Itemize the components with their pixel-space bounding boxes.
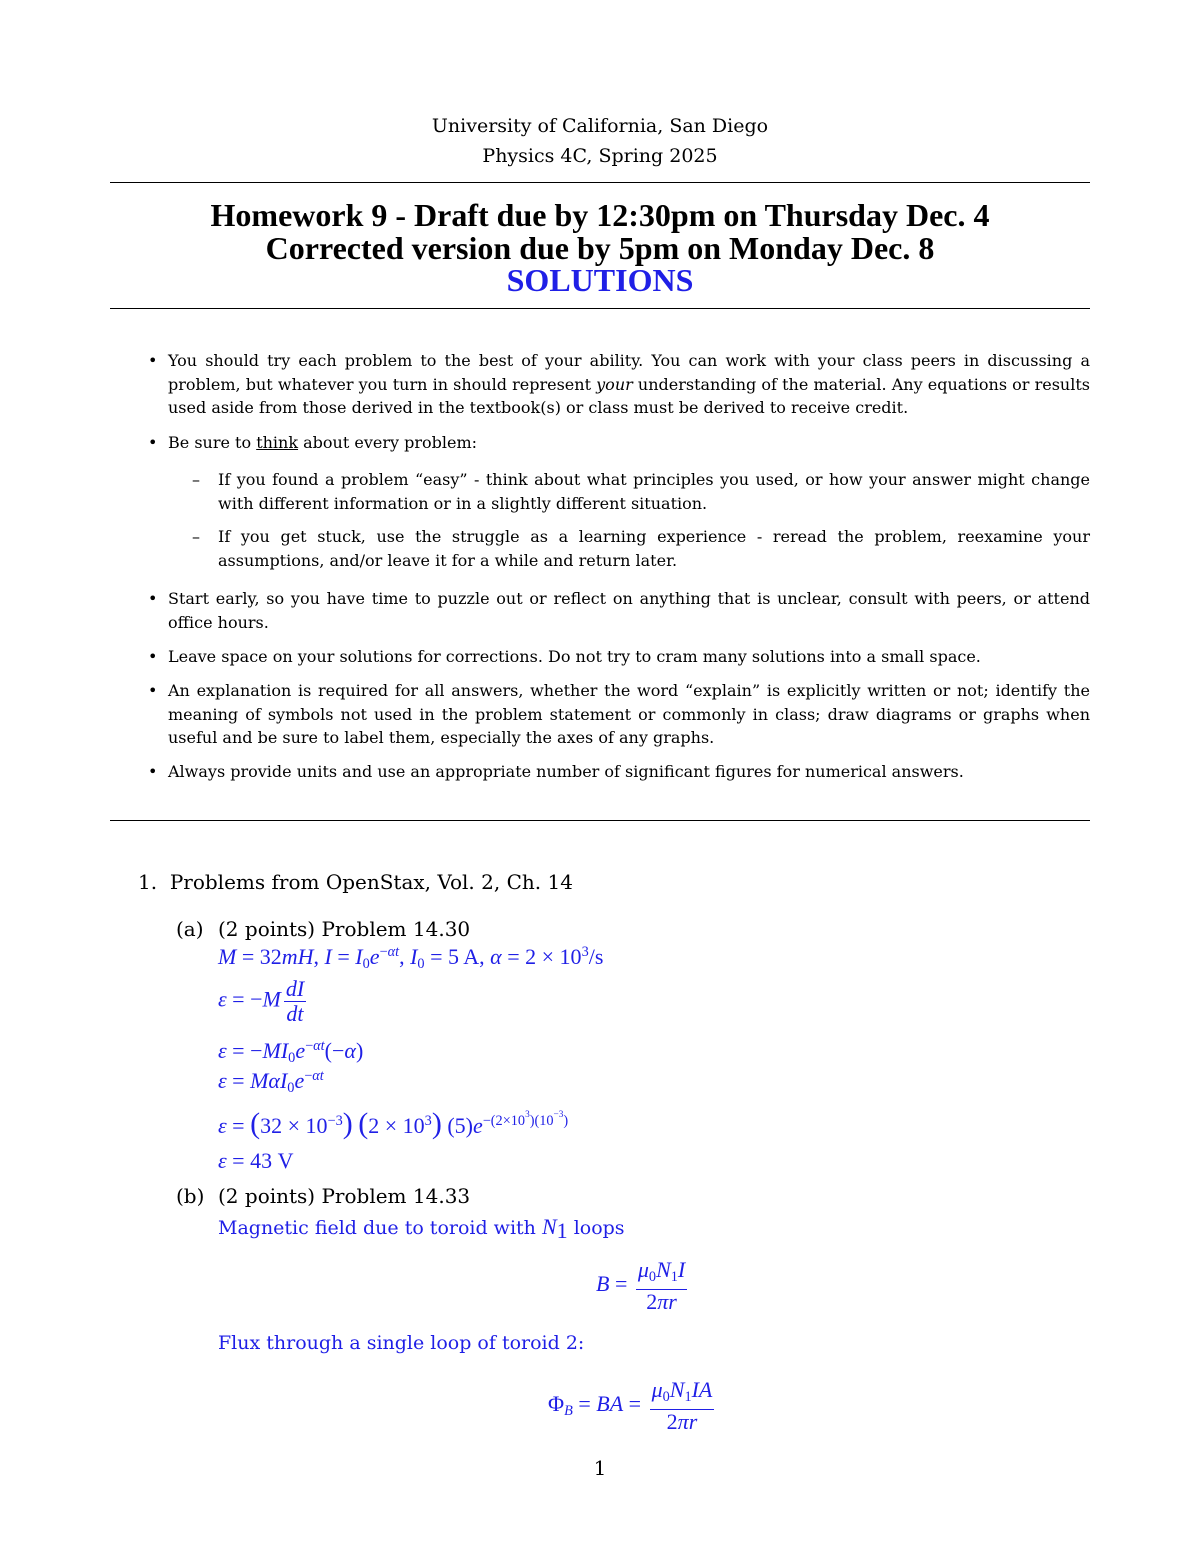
page-number: 1 <box>593 1456 607 1480</box>
part-a-title: (2 points) Problem 14.30 <box>218 917 471 941</box>
title-line-2: Corrected version due by 5pm on Monday Dec. 8 <box>265 230 935 266</box>
dash-icon: – <box>192 527 200 546</box>
given-values-equation: M = 32mH, $I = I_0e^{-\alpha t}$, $I_0 = 5$ A, $\alpha = 2 \times 10^3/s$ <box>218 944 604 972</box>
instruction-subitem: – If you get stuck, use the struggle as a learning experience - reread the problem, reexamine your assumptions, and/or leave it for a while and return later. <box>192 527 1090 570</box>
institution-name: University of California, San Diego <box>431 115 769 137</box>
bullet-icon: • <box>148 351 158 370</box>
problem-1-heading <box>138 870 573 894</box>
instruction-item: • An explanation is required for all answers, whether the word “explain” is explicitly written or not; identify the meaning of symbols not used in the problem statement or commonly in class; draw diagrams or graphs when useful and be sure to label them, especially the axes of any graphs. <box>148 681 1090 747</box>
instruction-item: • Always provide units and use an appropriate number of significant figures for numerical answers. <box>148 760 1090 784</box>
problem-title: Problems from OpenStax, Vol. 2, Ch. 14 <box>169 870 573 894</box>
emf-step-2-equation: $\varepsilon = -MI_0e^{-\alpha t}(-\alpha)$ <box>218 1038 364 1066</box>
course-name: Physics 4C, Spring 2025 <box>482 145 718 167</box>
instruction-subitem: – If you found a problem “easy” - think about what principles you used, or how your answer might change with different information or in a slightly different situation. <box>192 470 1090 513</box>
instruction-item: • You should try each problem to the best of your ability. You can work with your class peers in discussing a problem, but whatever you turn in should represent your understanding of the material. Any equations or results used aside from those derived in the textbook(s) or class must be derived to receive credit. <box>148 351 1090 417</box>
instruction-item: • Start early, so you have time to puzzle out or reflect on anything that is unclear, consult with peers, or attend office hours. <box>148 589 1090 632</box>
emf-substitution-equation: $\varepsilon = (32 \times 10^{-3})$ $(2 \times 10^3)$ $(5)e^{-(2\times 10^3)(10^{-3})}$ <box>218 1107 569 1140</box>
solutions-heading: SOLUTIONS <box>506 262 694 298</box>
bullet-icon: • <box>148 589 158 608</box>
bullet-icon: • <box>148 647 158 666</box>
bullet-icon: • <box>148 433 158 452</box>
part-b-heading <box>176 1184 470 1208</box>
title-bottom-rule <box>110 308 1090 309</box>
title-line-1: Homework 9 - Draft due by 12:30pm on Thursday Dec. 4 <box>210 197 990 233</box>
part-a-heading <box>176 917 470 941</box>
instruction-item: • Leave space on your solutions for corrections. Do not try to cram many solutions into a small space. <box>148 645 1090 669</box>
part-b-text-1: Magnetic field due to toroid with $N_1$ loops <box>218 1214 625 1243</box>
problem-number: 1. <box>138 870 158 894</box>
top-rule <box>110 182 1090 183</box>
dash-icon: – <box>192 470 200 489</box>
emf-step-3-equation: $\varepsilon = M\alpha I_0e^{-\alpha t}$ <box>218 1068 324 1096</box>
part-b-label: (b) <box>176 1184 205 1208</box>
instructions-bottom-rule <box>110 820 1090 821</box>
part-b-title: (2 points) Problem 14.33 <box>218 1184 471 1208</box>
emf-result-equation: ε = 43 V <box>218 1148 294 1173</box>
emf-result-value: 43 V <box>250 1148 294 1173</box>
bullet-icon: • <box>148 681 158 700</box>
emf-definition-equation: ε = −M $\frac{dI}{dt}$ <box>218 976 305 1026</box>
flux-equation: $\Phi_B$ = BA = $\frac{\mu_0N_1IA}{2\pi r}$ <box>548 1377 713 1434</box>
instruction-item: • Be sure to think about every problem: <box>148 431 1090 455</box>
toroid-field-equation: B = $\frac{\mu_0N_1I}{2\pi r}$ <box>596 1257 686 1314</box>
part-a-label: (a) <box>176 917 204 941</box>
part-b-text-2: Flux through a single loop of toroid 2: <box>218 1332 585 1354</box>
bullet-icon: • <box>148 762 158 781</box>
